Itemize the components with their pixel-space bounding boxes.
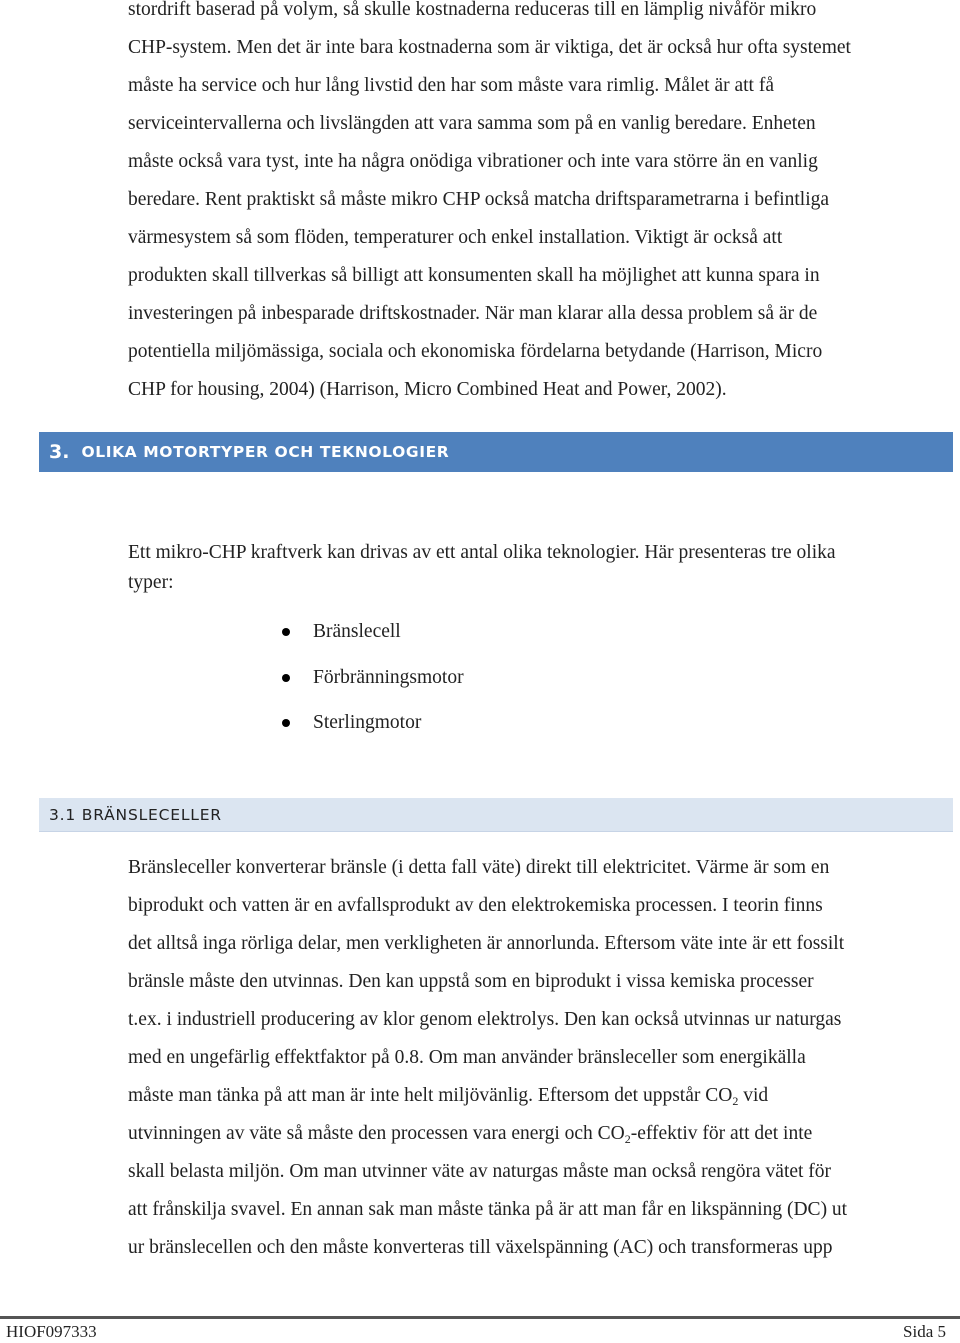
text-run: vid <box>738 1085 769 1106</box>
text-line: bränsle måste den utvinnas. Den kan uppstå som en biprodukt i vissa kemiska processer <box>128 971 814 992</box>
list-item <box>0 706 700 740</box>
subscript: 2 <box>732 1094 739 1108</box>
footer-page-number: Sida 5 <box>903 1322 946 1341</box>
bullet-icon <box>282 674 290 682</box>
subsection-title: 3.1 BRÄNSLECELLER <box>49 805 222 824</box>
text-line: måste också vara tyst, inte ha några onödiga vibrationer och inte vara större än en vanlig <box>128 151 818 172</box>
text-line <box>128 1077 928 1115</box>
text-line: produkten skall tillverkas så billigt att konsumenten skall ha möjlighet att kunna spara in <box>128 265 820 286</box>
text-line: värmesystem så som flöden, temperaturer och enkel installation. Viktigt är också att <box>128 227 783 248</box>
text-run: -effektiv för att det inte <box>630 1123 813 1144</box>
text-line: Bränsleceller konverterar bränsle (i detta fall väte) direkt till elektricitet. Värme är som en <box>128 857 830 878</box>
bullet-icon <box>282 628 290 636</box>
footer-document-id: HIOF097333 <box>6 1322 97 1341</box>
text-line: serviceintervallerna och livslängden att vara samma som på en vanlig beredare. Enheten <box>128 113 816 134</box>
footer-divider <box>0 1316 960 1319</box>
section-intro <box>128 538 948 598</box>
list-item-label: Bränslecell <box>313 621 401 642</box>
text-line: skall belasta miljön. Om man utvinner väte av naturgas måste man också rengöra vätet för <box>128 1161 832 1182</box>
subsection-heading-3-1 <box>39 798 953 832</box>
text-run: utvinningen av väte så måste den processen vara energi och CO <box>128 1123 625 1144</box>
text-line: investeringen på inbesparade driftskostnader. När man klarar alla dessa problem så är de <box>128 303 818 324</box>
text-line: att frånskilja svavel. En annan sak man måste tänka på är att man får en likspänning (DC) ut <box>128 1199 848 1220</box>
list-item-label: Sterlingmotor <box>313 712 422 733</box>
text-line: Ett mikro-CHP kraftverk kan drivas av ett antal olika teknologier. Här presenteras tre olika <box>128 542 836 563</box>
list-item <box>0 615 700 649</box>
text-line: stordrift baserad på volym, så skulle kostnaderna reduceras till en lämplig nivåför mikro <box>128 0 817 20</box>
section-title: OLIKA MOTORTYPER OCH TEKNOLOGIER <box>81 443 450 461</box>
text-line: ur bränslecellen och den måste konverteras till växelspänning (AC) och transformeras upp <box>128 1237 833 1258</box>
section-heading-3 <box>39 432 953 472</box>
body-paragraph-3-1 <box>128 849 928 1267</box>
section-number: 3. <box>49 441 70 463</box>
body-paragraph-1 <box>128 0 928 409</box>
bullet-icon <box>282 719 290 727</box>
text-run: måste man tänka på att man är inte helt miljövänlig. Eftersom det uppstår CO <box>128 1085 733 1106</box>
text-line: CHP-system. Men det är inte bara kostnaderna som är viktiga, det är också hur ofta systemet <box>128 37 851 58</box>
list-item-label: Förbränningsmotor <box>313 667 464 688</box>
text-line: beredare. Rent praktiskt så måste mikro CHP också matcha driftsparametrarna i befintliga <box>128 189 830 210</box>
text-line <box>128 1115 928 1153</box>
text-line: biprodukt och vatten är en avfallsprodukt av den elektrokemiska processen. I teorin finns <box>128 895 823 916</box>
text-line: med en ungefärlig effektfaktor på 0.8. Om man använder bränsleceller som energikälla <box>128 1047 806 1068</box>
subscript: 2 <box>624 1132 631 1146</box>
text-line: t.ex. i industriell producering av klor genom elektrolys. Den kan också utvinnas ur naturgas <box>128 1009 842 1030</box>
text-line: måste ha service och hur lång livstid den har som måste vara rimlig. Målet är att få <box>128 75 774 96</box>
text-line: potentiella miljömässiga, sociala och ekonomiska fördelarna betydande (Harrison, Micro <box>128 341 823 362</box>
text-line: det alltså inga rörliga delar, men verkligheten är annorlunda. Eftersom väte inte är ett fossilt <box>128 933 845 954</box>
text-line: CHP for housing, 2004) (Harrison, Micro Combined Heat and Power, 2002). <box>128 379 727 400</box>
text-line: typer: <box>128 572 174 593</box>
list-item <box>0 661 700 695</box>
